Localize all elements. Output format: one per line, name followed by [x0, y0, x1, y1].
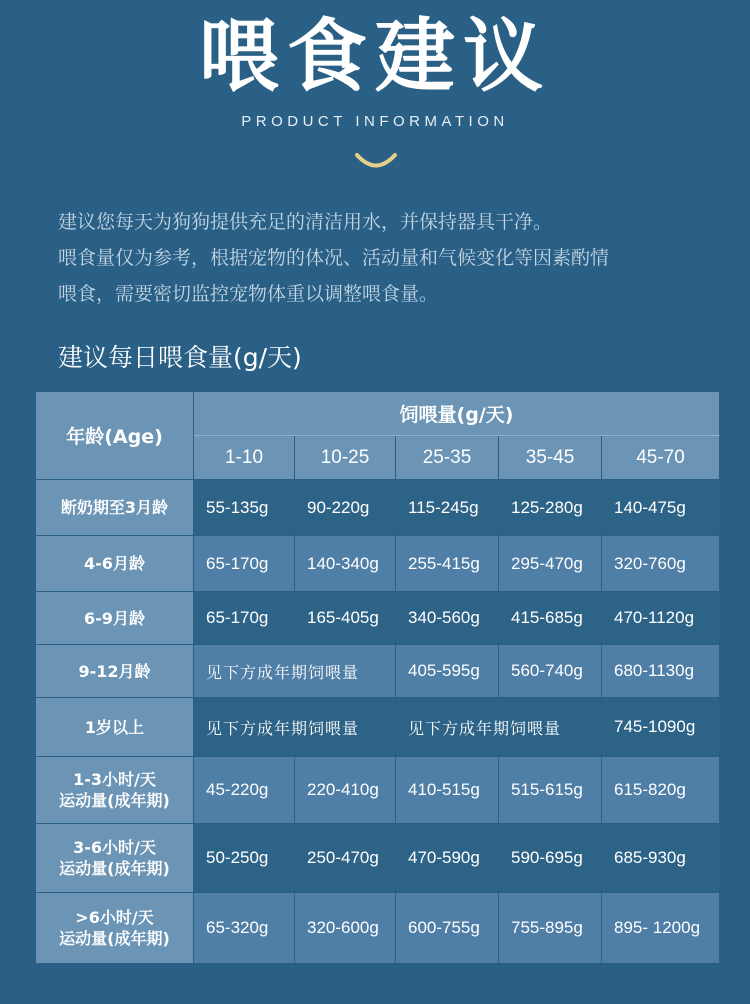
table-cell: 295-470g: [499, 536, 602, 592]
row-label-line: 1-3小时/天: [73, 770, 156, 789]
row-label: [36, 480, 194, 536]
table-cell: 615-820g: [602, 757, 720, 824]
page-subtitle: PRODUCT INFORMATION: [241, 113, 509, 130]
merged-cell: 见下方成年期饲喂量: [396, 698, 602, 757]
row-label: [36, 645, 194, 698]
weight-range-header: 45-70: [602, 436, 720, 480]
table-heading: 建议每日喂食量(g/天): [58, 343, 302, 372]
page-title: 喂食建议: [199, 10, 551, 103]
row-label: [36, 893, 194, 964]
table-cell: 55-135g: [194, 480, 295, 536]
table-cell: 745-1090g: [602, 698, 720, 757]
table-cell: 65-170g: [194, 592, 295, 645]
table-cell: 220-410g: [295, 757, 396, 824]
row-label-line: 3-6小时/天: [73, 838, 156, 857]
row-label: [36, 824, 194, 893]
table-cell: 125-280g: [499, 480, 602, 536]
table-cell: 320-760g: [602, 536, 720, 592]
table-cell: 320-600g: [295, 893, 396, 964]
row-label: [36, 757, 194, 824]
weight-range-header: 10-25: [295, 436, 396, 480]
row-label-line: 1岁以上: [84, 717, 145, 737]
table-cell: 140-340g: [295, 536, 396, 592]
intro-line: 建议您每天为狗狗提供充足的清洁用水，并保持器具干净。: [58, 211, 553, 233]
row-label-line: 运动量(成年期): [59, 859, 170, 878]
weight-range-header: 35-45: [499, 436, 602, 480]
table-cell: 470-590g: [396, 824, 499, 893]
table-cell: 895- 1200g: [602, 893, 720, 964]
smile-decoration-icon: [354, 150, 398, 172]
table-cell: 255-415g: [396, 536, 499, 592]
merged-cell: 见下方成年期饲喂量: [194, 698, 396, 757]
row-label-line: >6小时/天: [75, 908, 154, 927]
table-cell: 50-250g: [194, 824, 295, 893]
weight-range-header: 25-35: [396, 436, 499, 480]
intro-line: 喂食量仅为参考，根据宠物的体况、活动量和气候变化等因素酌情: [58, 247, 610, 269]
table-cell: 405-595g: [396, 645, 499, 698]
row-label-line: 6-9月龄: [84, 608, 145, 628]
merged-cell: 见下方成年期饲喂量: [194, 645, 396, 698]
table-cell: 590-695g: [499, 824, 602, 893]
intro-text: [58, 204, 728, 312]
feeding-table: [36, 392, 720, 964]
row-label-line: 运动量(成年期): [59, 929, 170, 948]
row-label-line: 9-12月龄: [78, 661, 151, 681]
row-label: [36, 698, 194, 757]
table-cell: 165-405g: [295, 592, 396, 645]
row-label-line: 运动量(成年期): [59, 791, 170, 810]
row-label-line: 断奶期至3月龄: [60, 498, 169, 517]
row-label-line: 4-6月龄: [84, 554, 145, 573]
table-cell: 45-220g: [194, 757, 295, 824]
table-cell: 600-755g: [396, 893, 499, 964]
table-cell: 470-1120g: [602, 592, 720, 645]
intro-line: 喂食，需要密切监控宠物体重以调整喂食量。: [58, 283, 439, 305]
row-label: [36, 592, 194, 645]
table-cell: 680-1130g: [602, 645, 720, 698]
feed-amount-header: 饲喂量(g/天): [194, 392, 720, 436]
table-cell: 515-615g: [499, 757, 602, 824]
table-cell: 755-895g: [499, 893, 602, 964]
table-cell: 250-470g: [295, 824, 396, 893]
table-cell: 685-930g: [602, 824, 720, 893]
age-column-header: 年龄(Age): [36, 392, 194, 480]
row-label: [36, 536, 194, 592]
weight-range-header: 1-10: [194, 436, 295, 480]
table-cell: 115-245g: [396, 480, 499, 536]
table-cell: 65-320g: [194, 893, 295, 964]
table-cell: 340-560g: [396, 592, 499, 645]
table-cell: 560-740g: [499, 645, 602, 698]
table-cell: 415-685g: [499, 592, 602, 645]
table-cell: 90-220g: [295, 480, 396, 536]
table-cell: 140-475g: [602, 480, 720, 536]
table-cell: 410-515g: [396, 757, 499, 824]
table-cell: 65-170g: [194, 536, 295, 592]
